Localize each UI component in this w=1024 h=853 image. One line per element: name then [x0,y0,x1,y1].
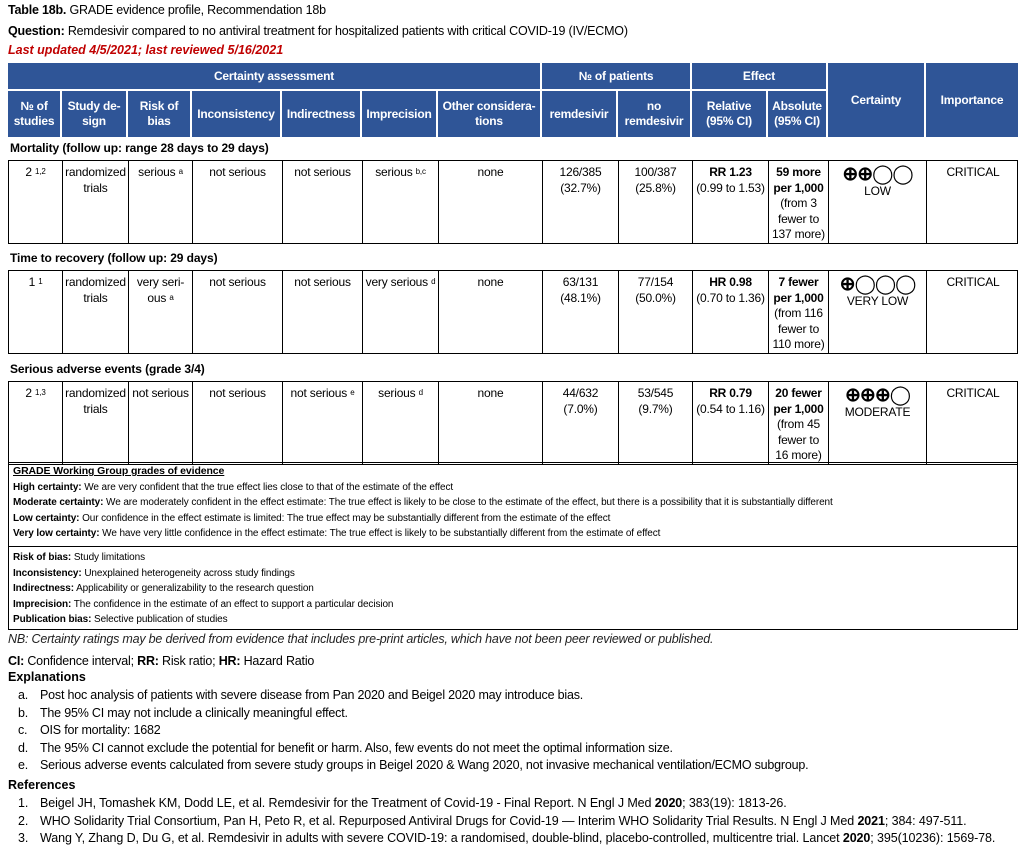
definition-text: Study limitations [73,552,145,563]
cell-rel [692,271,768,353]
certainty-filled-icons: ⊕⊕ [842,164,873,185]
indirectness: not serious [294,165,351,179]
definition-text: Selective publication of studies [94,614,228,626]
reference-year: 2020 [842,831,871,845]
nb-note: NB: Certainty ratings may be derived from evidence that includes pre-print articles, which have not been peer reviewed or published. [8,632,714,646]
remdesivir-pct: (48.1%) [560,290,601,305]
inconsistency: not serious [209,386,266,400]
cell-ctrl [618,382,692,464]
study-design: randomized trials [65,275,126,305]
cell-incons [192,271,282,353]
reference-marker: 1. [18,796,29,810]
explanation-item [18,722,808,740]
reference-item [18,795,995,813]
question [8,24,628,38]
abbr-term: CI: [8,654,25,668]
references-heading: References [8,778,76,792]
table-label: Table 18b. [8,3,67,17]
references-list [18,795,995,848]
col-absolute: Absolute (95% CI) [768,91,826,137]
cell-rob [128,161,192,243]
cell-imp [926,382,1019,464]
cell-abs [768,161,828,243]
col-remdesivir: remdesivir [542,91,616,137]
col-relative: Relative (95% CI) [692,91,766,137]
cell-other [438,161,542,243]
risk-of-bias: serious [138,165,176,179]
grade-legend-item [13,495,1013,511]
cell-indir [282,271,362,353]
risk-of-bias-note: a [169,292,174,302]
cell-incons [192,161,282,243]
study-design: randomized trials [65,165,126,195]
explanation-text: Serious adverse events calculated from severe study groups in Beigel 2020 & Wang 2020, not invasive mechanical ventilation/ECMO subgroup. [40,758,809,773]
outcome-row [8,270,1018,354]
relative-ci: (0.54 to 1.16) [696,401,765,416]
certainty-rating-icon [829,165,926,184]
reference-year: 2020 [654,796,683,810]
cell-rel [692,382,768,464]
table-title [8,3,326,17]
explanation-marker: c. [18,723,28,738]
question-label: Question: [8,24,65,38]
certainty-filled-icons: ⊕⊕⊕ [844,385,890,406]
definitions [8,546,1018,630]
reference-tail: ; 383(19): 1813-26. [682,796,787,810]
indirectness-note: e [350,388,355,397]
other-considerations: none [477,275,504,289]
header-num-patients: № of patients [542,63,690,89]
grade-legend-title: GRADE Working Group grades of evidence [13,465,225,477]
cell-imprec [362,382,438,464]
reference-text [40,813,967,831]
outcome-label: Time to recovery (follow up: 29 days) [10,251,218,265]
reference-marker: 3. [18,831,29,845]
cell-rem [542,161,618,243]
study-refs: 1,2 [35,167,46,176]
definition-text: Unexplained heterogeneity across study findings [84,567,295,579]
col-no-remdesivir: no remdesivir [618,91,690,137]
explanation-text: Post hoc analysis of patients with severe disease from Pan 2020 and Beigel 2020 may introduce bias. [40,688,584,702]
cell-rem [542,382,618,464]
cell-imprec [362,271,438,353]
last-updated: Last updated 4/5/2021; last reviewed 5/16/2021 [8,43,284,57]
question-text: Remdesivir compared to no antiviral treatment for hospitalized patients with critical COVID-19 (IV/ECMO) [67,24,628,38]
definition-term: Inconsistency: [13,567,82,579]
remdesivir-pct: (7.0%) [563,401,598,416]
cell-ctrl [618,161,692,243]
definition-term: Publication bias: [13,614,92,626]
reference-year: 2021 [857,813,885,828]
explanation-marker: d. [18,740,29,755]
reference-body: Wang Y, Zhang D, Du G, et al. Remdesivir in adults with severe COVID-19: a randomised, double-blind, placebo-controlled, multicentre trial. Lancet [40,831,843,845]
explanation-item [18,757,808,775]
explanations-list [18,687,808,775]
header-importance: Importance [926,63,1018,137]
outcome-label: Mortality (follow up: range 28 days to 29 days) [10,141,269,155]
header-effect: Effect [692,63,826,89]
definition-text: Applicability or generalizability to the research question [76,583,314,595]
cell-imp [926,271,1019,353]
cell-design [62,161,128,243]
legend-text: We are very confident that the true effect lies close to that of the estimate of the effect [84,481,454,493]
cell-design [62,271,128,353]
definition-item [13,550,1013,566]
legend-term: Moderate certainty: [13,497,104,509]
explanation-item [18,740,808,758]
explanation-item [18,705,808,723]
imprecision-note: d [418,388,423,397]
certainty-empty-icons: ◯◯◯ [854,274,916,295]
reference-tail: ; 395(10236): 1569-78. [870,831,996,845]
definition-item [13,597,1013,613]
explanation-item [18,687,808,705]
remdesivir-events: 44/632 [562,386,599,400]
imprecision-note: d [431,277,436,286]
definition-item [13,581,1013,597]
control-events: 100/387 [634,165,677,179]
cell-cert [828,161,926,243]
cell-rob [128,271,192,353]
absolute-ci: (from 3 fewer to 137 more) [772,196,825,241]
explanations-heading: Explanations [8,670,86,684]
legend-text: Our confidence in the effect estimate is limited: The true effect may be substantially different from the estimate of the effect [82,512,611,524]
absolute-estimate: 59 more per 1,000 [773,165,824,195]
imprecision-note: b,c [415,167,426,176]
col-study-design: Study de- sign [62,91,126,137]
remdesivir-pct: (32.7%) [560,180,601,195]
certainty-empty-icons: ◯ [889,385,911,406]
col-num-studies: № of studies [8,91,60,137]
certainty-rating-icon [829,386,926,405]
cell-imprec [362,161,438,243]
indirectness: not serious [294,275,351,289]
header-certainty: Certainty [828,63,924,137]
num-studies: 1 [28,275,36,289]
imprecision: serious [375,165,413,179]
abbreviations [8,654,314,668]
grade-legend [8,462,1018,547]
explanation-text: The 95% CI may not include a clinically meaningful effect. [40,705,348,720]
remdesivir-events: 126/385 [559,165,602,179]
other-considerations: none [477,386,504,400]
control-pct: (50.0%) [635,290,676,305]
explanation-marker: b. [18,705,29,720]
relative-estimate: RR 0.79 [709,386,752,400]
importance: CRITICAL [946,275,1000,289]
cell-other [438,382,542,464]
certainty-level: MODERATE [844,405,911,419]
absolute-ci: (from 45 fewer to 16 more) [775,417,822,462]
reference-item [18,813,995,831]
cell-design [62,382,128,464]
cell-abs [768,271,828,353]
reference-body: WHO Solidarity Trial Consortium, Pan H, Peto R, et al. Repurposed Antiviral Drugs for Covid-19 — Interim WHO Solidarity Trial Results. N Engl J Med [40,813,858,828]
cell-num [9,382,62,464]
definition-term: Risk of bias: [13,552,72,563]
cell-indir [282,161,362,243]
cell-imp [926,161,1019,243]
relative-ci: (0.70 to 1.36) [696,290,765,305]
other-considerations: none [477,165,504,179]
cell-abs [768,382,828,464]
risk-of-bias-note: a [178,167,183,176]
reference-body: Beigel JH, Tomashek KM, Dodd LE, et al. Remdesivir for the Treatment of Covid-19 - Final Report. N Engl J Med [40,796,655,810]
cell-other [438,271,542,353]
abbr-text: Confidence interval; [27,654,134,668]
grade-legend-item [13,526,1013,542]
certainty-level: VERY LOW [846,294,909,308]
reference-marker: 2. [18,813,29,828]
num-studies: 2 [25,386,32,400]
cell-num [9,271,62,353]
cell-incons [192,382,282,464]
cell-indir [282,382,362,464]
legend-text: We have very little confidence in the effect estimate: The true effect is likely to be substantially different from the estimate of effect [102,528,661,540]
inconsistency: not serious [209,165,266,179]
control-pct: (25.8%) [635,180,676,195]
cell-rob [128,382,192,464]
absolute-ci: (from 116 fewer to 110 more) [772,306,825,351]
legend-term: High certainty: [13,481,82,493]
outcome-row [8,160,1018,244]
cell-num [9,161,62,243]
risk-of-bias: not serious [132,386,189,400]
certainty-level: LOW [864,184,891,198]
abbr-text: Risk ratio; [162,654,216,668]
definition-item [13,612,1013,628]
control-pct: (9.7%) [638,401,673,416]
control-events: 53/545 [637,386,674,400]
certainty-filled-icons: ⊕ [839,274,855,295]
cell-cert [828,271,926,353]
relative-estimate: HR 0.98 [709,275,752,289]
imprecision: serious [378,386,416,400]
reference-text [40,830,995,848]
definition-item [13,566,1013,582]
num-studies: 2 [25,165,32,179]
cell-rel [692,161,768,243]
control-events: 77/154 [637,275,674,289]
relative-estimate: RR 1.23 [709,165,752,179]
certainty-empty-icons: ◯◯ [872,164,913,185]
study-refs: 1,3 [35,388,46,397]
remdesivir-events: 63/131 [562,275,599,289]
inconsistency: not serious [209,275,266,289]
grade-legend-item [13,511,1013,527]
col-inconsistency: Inconsistency [192,91,280,137]
header-certainty-assessment: Certainty assessment [8,63,540,89]
study-refs: 1 [38,277,43,286]
abbr-text: Hazard Ratio [243,654,315,668]
indirectness: not serious [290,386,348,400]
certainty-rating-icon [829,275,926,294]
definition-term: Indirectness: [13,583,74,595]
reference-text [40,795,787,813]
imprecision: very serious [365,275,428,289]
outcome-label: Serious adverse events (grade 3/4) [10,362,205,376]
legend-term: Very low certainty: [13,528,100,540]
grade-legend-item [13,480,1013,496]
explanation-text: OIS for mortality: 1682 [40,723,161,738]
abbr-term: HR: [218,654,241,668]
study-design: randomized trials [65,386,126,416]
relative-ci: (0.99 to 1.53) [696,180,765,195]
importance: CRITICAL [946,165,1000,179]
explanation-marker: e. [18,758,29,773]
cell-cert [828,382,926,464]
explanation-marker: a. [18,688,29,702]
cell-rem [542,271,618,353]
col-other-considerations: Other considera- tions [438,91,540,137]
absolute-estimate: 7 fewer per 1,000 [773,275,824,305]
explanation-text: The 95% CI cannot exclude the potential for benefit or harm. Also, few events do not meet the optimal information size. [40,740,673,755]
reference-tail: ; 384: 497-511. [884,813,967,828]
definition-term: Imprecision: [13,598,72,610]
reference-item [18,830,995,848]
legend-term: Low certainty: [13,512,80,524]
definition-text: The confidence in the estimate of an effect to support a particular decision [73,598,394,610]
col-risk-of-bias: Risk of bias [128,91,190,137]
table-title-text: GRADE evidence profile, Recommendation 18b [69,3,326,17]
legend-text: We are moderately confident in the effect estimate: The true effect is likely to be close to the estimate of the effect, but there is a possibility that it is substantially different [106,497,833,509]
cell-ctrl [618,271,692,353]
outcome-row [8,381,1018,465]
abbr-term: RR: [137,654,159,668]
importance: CRITICAL [946,386,1000,400]
col-indirectness: Indirectness [282,91,360,137]
col-imprecision: Imprecision [362,91,436,137]
absolute-estimate: 20 fewer per 1,000 [773,386,824,416]
risk-of-bias: very seri- ous [136,275,185,305]
